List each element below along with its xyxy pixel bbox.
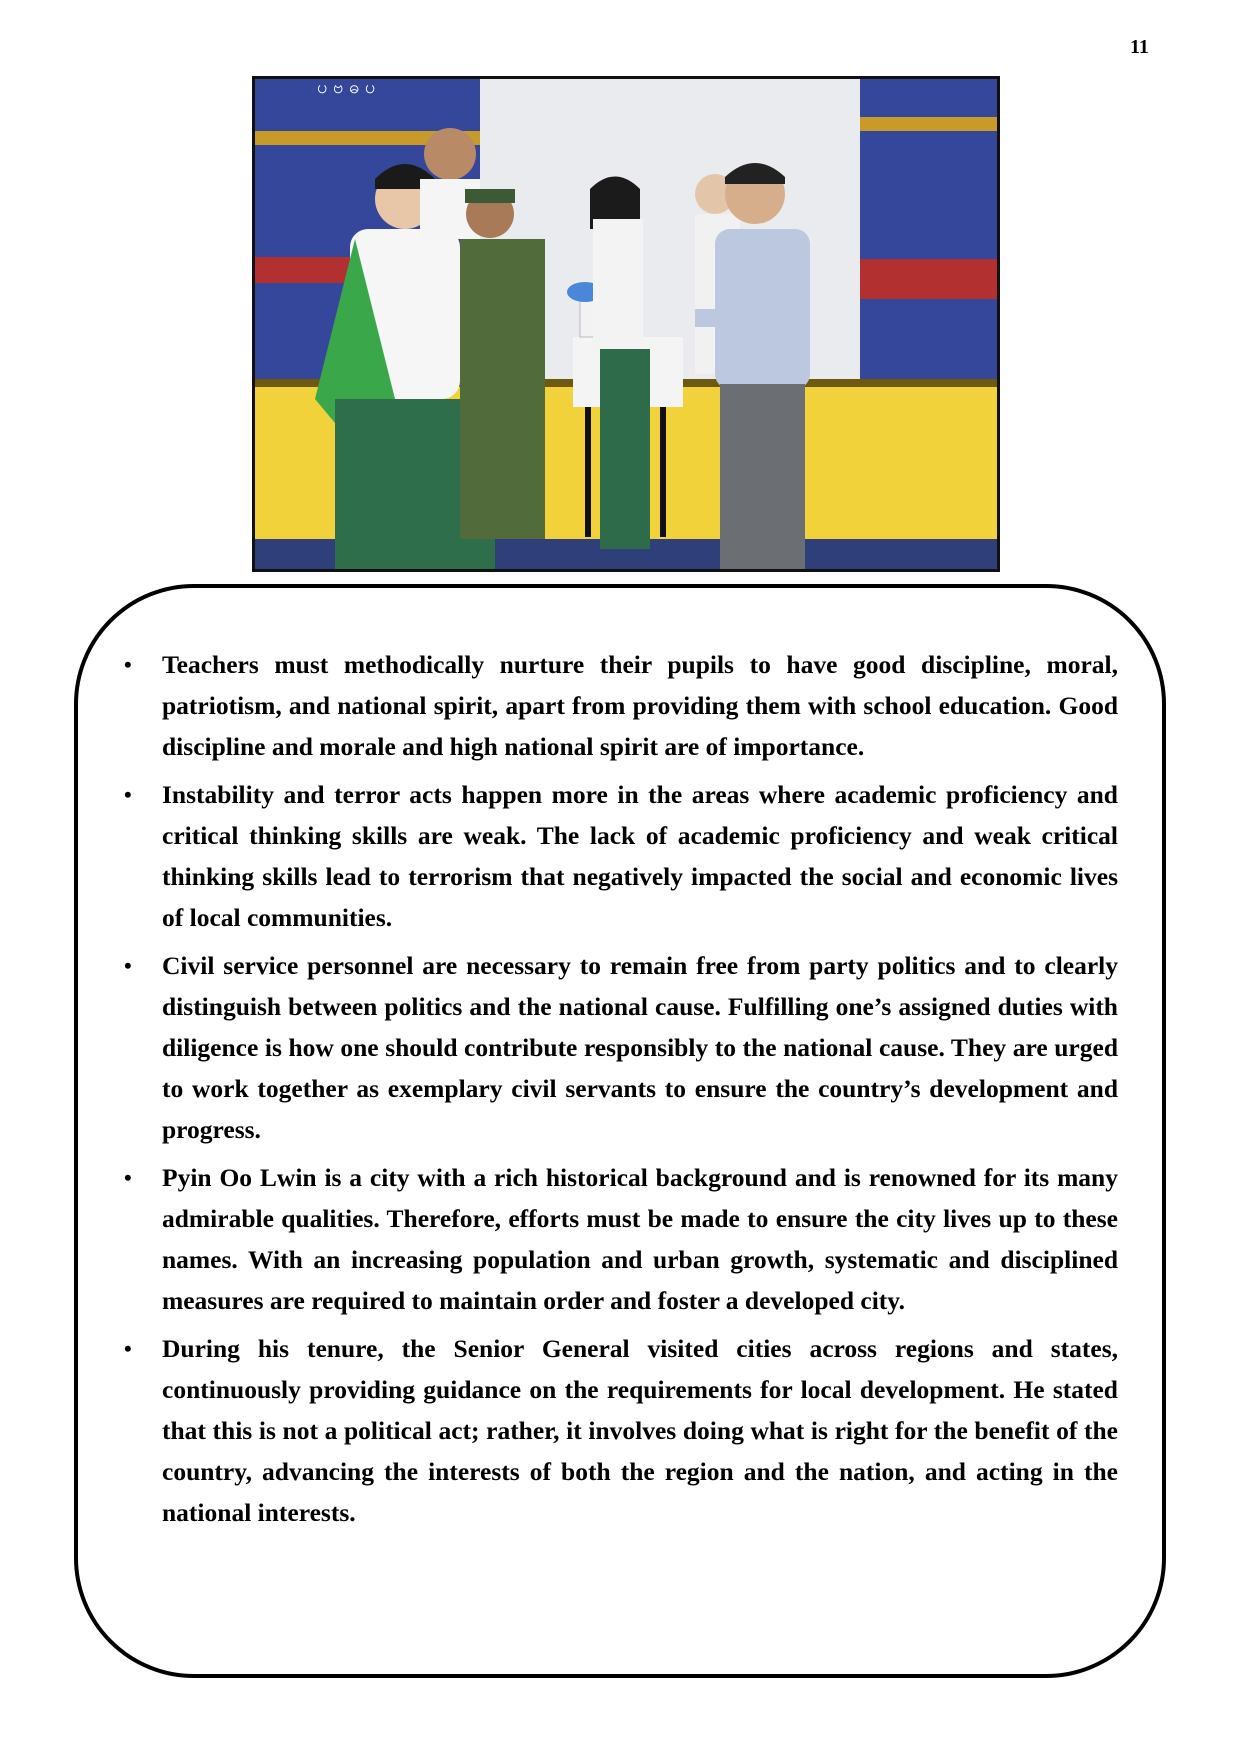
list-item xyxy=(122,1328,1118,1533)
bullet-marker: • xyxy=(124,1336,132,1361)
bullet-marker: • xyxy=(124,1165,132,1190)
bullet-text: Teachers must methodically nurture their pupils to have good discipline, moral, patriotism, and national spirit, apart from providing them with school education. Good discipline and morale and high national spirit are of importance. xyxy=(162,650,1118,761)
list-item xyxy=(122,945,1118,1150)
bullet-text: During his tenure, the Senior General visited cities across regions and states, continuously providing guidance on the requirements for local development. He stated that this is not a political act; rather, it involves doing what is right for the benefit of the country, advancing the interests of both the region and the nation, and acting in the national interests. xyxy=(162,1334,1118,1527)
bullet-marker: • xyxy=(124,652,132,677)
photo-sign-text: ပ ဗ ဓ ပ xyxy=(317,79,376,98)
bullet-marker: • xyxy=(124,953,132,978)
list-item xyxy=(122,1157,1118,1321)
page-number: 11 xyxy=(1130,36,1149,58)
list-item xyxy=(122,644,1118,767)
list-item xyxy=(122,774,1118,938)
bullet-text: Civil service personnel are necessary to remain free from party politics and to clearly distinguish between politics and the national cause. Fulfilling one’s assigned duties with diligence is how one should contribute responsibly to the national cause. They are urged to work together as exemplary civil servants to ensure the country’s development and progress. xyxy=(162,951,1118,1144)
bullet-text: Instability and terror acts happen more in the areas where academic proficiency and critical thinking skills are weak. The lack of academic proficiency and weak critical thinking skills lead to terrorism that negatively impacted the social and economic lives of local communities. xyxy=(162,780,1118,932)
bullet-text: Pyin Oo Lwin is a city with a rich historical background and is renowned for its many admirable qualities. Therefore, efforts must be made to ensure the city lives up to these names. With an increasing population and urban growth, systematic and disciplined measures are required to maintain order and foster a developed city. xyxy=(162,1163,1118,1315)
bullet-marker: • xyxy=(124,782,132,807)
ceremony-photo xyxy=(252,76,1000,572)
ceremony-photo-illustration xyxy=(255,79,997,569)
bullet-list xyxy=(122,644,1118,1540)
